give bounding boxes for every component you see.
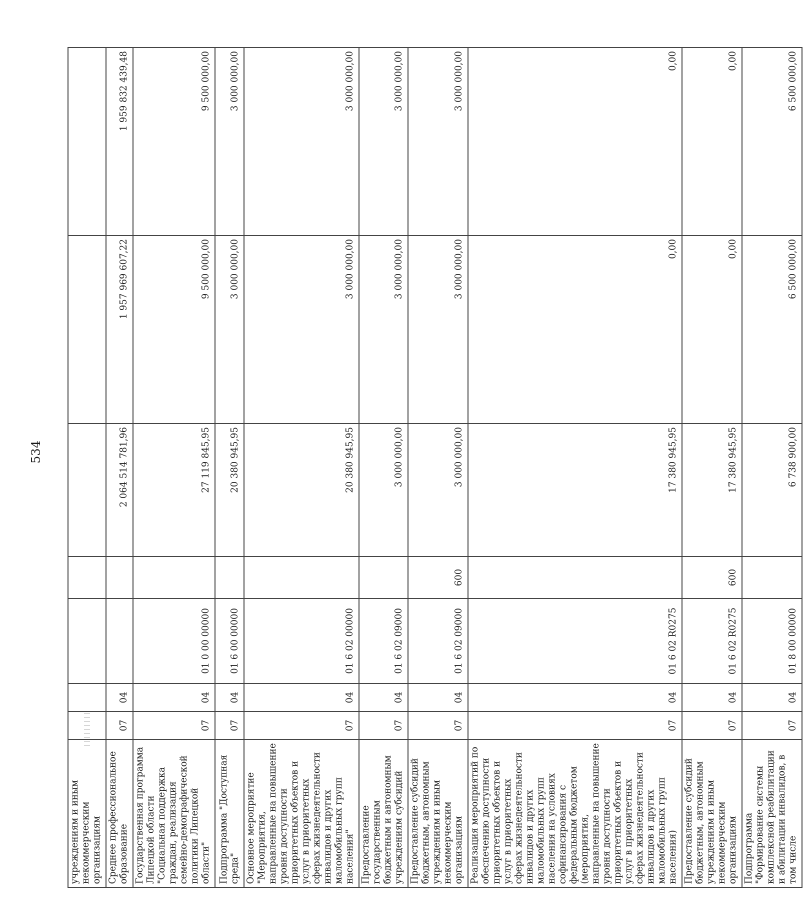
amount-year-3: 0,00	[468, 48, 682, 236]
amount-year-3: 3 000 000,00	[215, 48, 244, 236]
expense-code	[106, 557, 133, 599]
section-code: 04	[133, 684, 215, 712]
target-code: 01 6 02 R0275	[682, 599, 742, 684]
ministry-code: 07	[468, 712, 682, 740]
expense-code	[359, 557, 408, 599]
amount-year-2: 3 000 000,00	[408, 236, 468, 424]
section-code: 04	[408, 684, 468, 712]
table-row	[244, 48, 359, 888]
target-code	[106, 599, 133, 684]
target-code: 01 6 02 09000	[408, 599, 468, 684]
amount-year-1: 20 380 945,95	[244, 424, 359, 557]
amount-year-3: 0,00	[682, 48, 742, 236]
table-row	[408, 48, 468, 888]
section-code: 04	[215, 684, 244, 712]
page-number: 534	[29, 440, 43, 464]
amount-year-1: 3 000 000,00	[408, 424, 468, 557]
row-name: Основное мероприятие "Мероприятия, направленные на повышение уровня доступности приоритетных объектов и услуг в приоритетных сферах жизнедеятельности инвалидов и других маломобильных групп населения"	[244, 740, 359, 888]
target-code: 01 6 02 00000	[244, 599, 359, 684]
amount-year-2: 1 957 969 607,22	[106, 236, 133, 424]
table-row	[682, 48, 742, 888]
table-row	[742, 48, 802, 888]
amount-year-2: 9 500 000,00	[133, 236, 215, 424]
amount-year-1	[68, 424, 106, 557]
expense-code	[133, 557, 215, 599]
section-code: 04	[468, 684, 682, 712]
row-name: Реализация мероприятий по обеспечению доступности приоритетных объектов и услуг в приоритетных сферах жизнедеятельности инвалидов и других маломобильных групп населения на условиях софинансирования с федеральным бюджетом (мероприятия, направленные на повышение уровня доступности приоритетных объектов и услуг в приоритетных сферах жизнедеятельности инвалидов и других маломобильных групп населения)	[468, 740, 682, 888]
amount-year-1: 3 000 000,00	[359, 424, 408, 557]
amount-year-2: 0,00	[682, 236, 742, 424]
row-name: Предоставление государственным бюджетным и автономным учреждениям субсидий	[359, 740, 408, 888]
amount-year-1: 2 064 514 781,96	[106, 424, 133, 557]
ministry-code: 07	[244, 712, 359, 740]
target-code	[68, 599, 106, 684]
amount-year-3: 3 000 000,00	[359, 48, 408, 236]
expense-code	[244, 557, 359, 599]
row-name: Государственная программа Липецкой области "Социальная поддержка граждан, реализация семейно-демографической политики Липецкой области"	[133, 740, 215, 888]
ministry-code: 07	[408, 712, 468, 740]
amount-year-1: 17 380 945,95	[682, 424, 742, 557]
target-code: 01 8 00 00000	[742, 599, 802, 684]
row-name: Подпрограмма "Доступная среда"	[215, 740, 244, 888]
row-name: Предоставление субсидий бюджетным, автономным учреждениям и иным некоммерческим организациям	[408, 740, 468, 888]
table-row	[68, 48, 106, 888]
section-code: 04	[682, 684, 742, 712]
table-row	[468, 48, 682, 888]
section-code: 04	[106, 684, 133, 712]
amount-year-1: 6 738 900,00	[742, 424, 802, 557]
budget-table-container	[68, 48, 799, 888]
amount-year-2: 3 000 000,00	[244, 236, 359, 424]
row-name: Подпрограмма "Формирование системы комплексной реабилитации и абилитации инвалидов, в том числе	[742, 740, 802, 888]
amount-year-2: 3 000 000,00	[359, 236, 408, 424]
amount-year-2	[68, 236, 106, 424]
amount-year-3: 3 000 000,00	[408, 48, 468, 236]
row-name: Предоставление субсидий бюджетным, автономным учреждениям и иным некоммерческим организациям	[682, 740, 742, 888]
target-code: 01 6 02 R0275	[468, 599, 682, 684]
expense-code	[215, 557, 244, 599]
row-name: Среднее профессиональное образование	[106, 740, 133, 888]
amount-year-3	[68, 48, 106, 236]
section-code: 04	[742, 684, 802, 712]
section-code	[68, 684, 106, 712]
ministry-code: 07	[682, 712, 742, 740]
amount-year-2: 6 500 000,00	[742, 236, 802, 424]
row-name: учреждениям и иным некоммерческим организациям	[68, 740, 106, 888]
table-row	[106, 48, 133, 888]
target-code: 01 6 02 09000	[359, 599, 408, 684]
amount-year-3: 3 000 000,00	[244, 48, 359, 236]
amount-year-3: 9 500 000,00	[133, 48, 215, 236]
expense-code	[68, 557, 106, 599]
amount-year-2: 0,00	[468, 236, 682, 424]
expense-code	[468, 557, 682, 599]
ministry-code: 07	[742, 712, 802, 740]
amount-year-1: 20 380 945,95	[215, 424, 244, 557]
amount-year-2: 3 000 000,00	[215, 236, 244, 424]
expense-code: 600	[682, 557, 742, 599]
amount-year-1: 27 119 845,95	[133, 424, 215, 557]
table-row	[359, 48, 408, 888]
target-code: 01 6 00 00000	[215, 599, 244, 684]
target-code: 01 0 00 00000	[133, 599, 215, 684]
budget-table	[68, 47, 803, 888]
ministry-code: 07	[215, 712, 244, 740]
ministry-code: 07	[106, 712, 133, 740]
amount-year-3: 6 500 000,00	[742, 48, 802, 236]
expense-code	[742, 557, 802, 599]
table-row	[133, 48, 215, 888]
ministry-code: 07	[133, 712, 215, 740]
ministry-code: 07	[359, 712, 408, 740]
amount-year-3: 1 959 832 439,48	[106, 48, 133, 236]
section-code: 04	[359, 684, 408, 712]
scan-noise-mark	[84, 712, 90, 746]
amount-year-1: 17 380 945,95	[468, 424, 682, 557]
section-code: 04	[244, 684, 359, 712]
table-row	[215, 48, 244, 888]
expense-code: 600	[408, 557, 468, 599]
